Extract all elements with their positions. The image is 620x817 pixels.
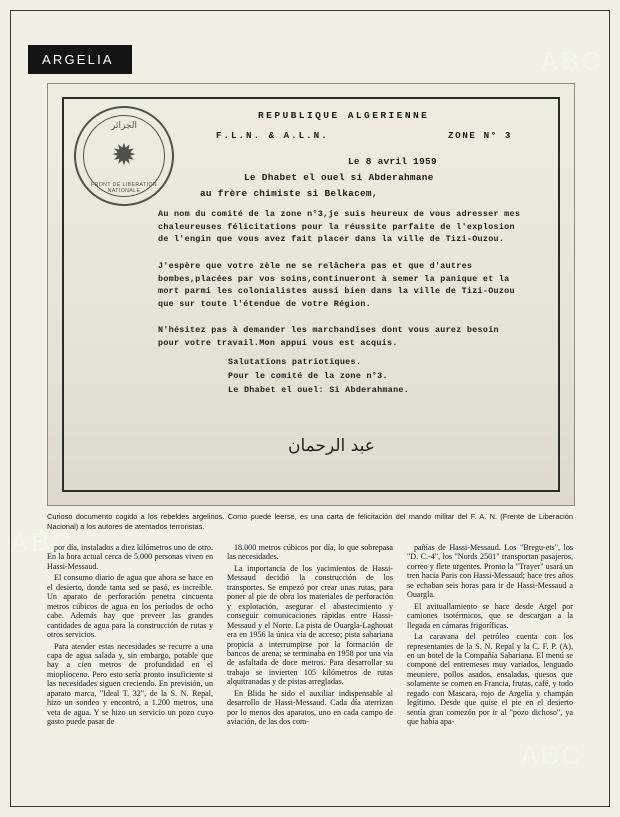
paragraph: La importancia de los yacimientos de Hassi-Messaud decidió la construcción de los transportes. Se empezó por crear unas rutas, para poner al pie de obra los materiales de perforación y explotación, asegurar el abastecimiento y conseguir comunicaciones rápidas entre Hassi-Messaud y el Norte. La pista de Ouargla-Laghouat era en 1956 la única vía de acceso; pista sahariana propicia a interrumpirse por la formación de bancos de arena; se terminaba en 1958 por una vía de asfaltada de doce metros. Para desarrollar su trabajo se invierten 105 kilómetros de rutas alquitranadas y de pistas arregladas. — [227, 563, 393, 687]
letter-zone: ZONE N° 3 — [448, 130, 513, 141]
paragraph: por día, instalados a diez kilómetros uno de otro. En la hora actual cerca de 5.000 personas viven en Hassi-Messaud. — [47, 543, 213, 571]
letter-title-fln: F.L.N. & A.L.N. — [216, 130, 329, 141]
letter-arabic-signature: عبد الرحمان — [288, 436, 375, 456]
article-column-1 — [47, 543, 213, 798]
stamp-arabic-text: الجزائر — [111, 121, 137, 131]
section-tab-argelia: ARGELIA — [28, 45, 132, 74]
letter-paragraph-3: N'hésitez pas à demander les marchandises dont vous aurez besoin pour votre travail.Mon appui vous est acquis. — [158, 325, 499, 348]
fln-round-stamp — [74, 106, 174, 206]
paragraph: El consumo diario de agua que ahora se hace en el desierto, donde tanta sed se pasó, es increíble. Un aparato de perforación penetra cincuenta metros cúbicos de agua en los períodos de ocho cabe. Además hay que preveer las grandes cantidades de agua para la construcción de rutas y otros servicios. — [47, 573, 213, 640]
watermark-abc-top: ABC — [540, 46, 603, 76]
paragraph: La caravana del petróleo cuenta con los representantes de la S. N. Repal y la C. F. P. (A), en un hotel de la Compañía Sahariana. El menú se compone del entremeses muy variados, lenguado meuniere, pollos asados, ensaladas, quesos que solamente se comen en Francia, frutas, café, y todo regado con Mascara, rojo de Argelia y champán legítimo. Desde que quise el pie en el desierto sentía gran comezón por ir al "pozo dichoso", ya que había apa- — [407, 632, 573, 727]
letter-paragraph-1: Au nom du comité de la zone n°3,je suis heureux de vous adresser mes chaleureuses félicitations pour la réussite parfaite de l'explosion de l'engin que vous avez fait placer dans la ville de Tizi-Ouzou. — [158, 209, 521, 245]
letter-addressee-1: Le Dhabet el ouel si Abderahmane — [244, 172, 434, 183]
paragraph: 18.000 metros cúbicos por día, lo que sobrepasa las necesidades. — [227, 543, 393, 562]
letter-title-republique: REPUBLIQUE ALGERIENNE — [258, 110, 430, 121]
letter-signoff-2: Pour le comité de la zone n°3. — [228, 371, 388, 381]
letter-paragraph-2: J'espère que votre zèle ne se relâchera pas et que d'autres bombes,placées par vos soins,continueront à semer la panique et la mort parmi les colonialistes aussi bien dans la ville de Tizi-Ouzou que sur toute l'étendue de votre Région. — [158, 261, 515, 309]
letter-signoff-1: Salutations patriotiques. — [228, 357, 362, 367]
stamp-bottom-text: FRONT DE LIBERATION NATIONALE — [91, 182, 157, 194]
paragraph: En Blida he sido el auxiliar indispensable al desarrollo de Hassi-Messaud. Cada día aterrizan por lo menos dos aparatos, uno en cada campo de aviación, de las dos com- — [227, 688, 393, 727]
watermark-abc-middle: ABC — [10, 527, 73, 557]
article-column-3 — [407, 543, 573, 798]
paragraph: pañías de Hassi-Messaud. Los "Bregu-ets", los "D. C.-4", los "Nords 2501" transportan pasajeros, correo y flete urgentes. Pronto la "Trayer" usará un tren hacia Paris con Hassi-Messaud; hace tres años se echaban seis horas para ir de Hassi-Messaud a Ouargla. — [407, 543, 573, 600]
article-column-2 — [227, 543, 393, 798]
letter-signoff-3: Le Dhabet el ouel: Si Abderahmane. — [228, 385, 410, 395]
paragraph: El avituallamiento se hace desde Argel por camiones isotérmicos, que se descargan a la llegada en cámaras frigoríficas. — [407, 601, 573, 630]
photo-caption: Curioso documento cogido a los rebeldes argelinos. Como puede leerse, es una carta de felicitación del mando militar del F. A. N. (Frente de Liberación Nacional) a los autores de atentados terroristas. — [47, 512, 573, 532]
paragraph: Para atender estas necesidades se recurre a una capa de agua salada y, sin embargo, potable que hay a cien metros de profundidad en el mioplioceno. Pero esto sería pronto insuficiente si las necesidades siguen creciendo. En previsión, un aparato marca, "Ideal T. 32", de la S. N. Repal, hizo un sondeo y encontró, a 1.200 metros, una veta de agua. Y se hizo un servicio un pozo cuyo gasto puede pasar de — [47, 641, 213, 727]
star-icon: ✹ — [111, 139, 137, 172]
letter-addressee-2: au frère chimiste si Belkacem, — [200, 188, 378, 199]
article-columns — [47, 543, 573, 798]
letter-dateline: Le 8 avril 1959 — [348, 156, 437, 167]
watermark-abc-bottom: ABC — [520, 740, 583, 770]
document-photograph — [47, 83, 575, 506]
